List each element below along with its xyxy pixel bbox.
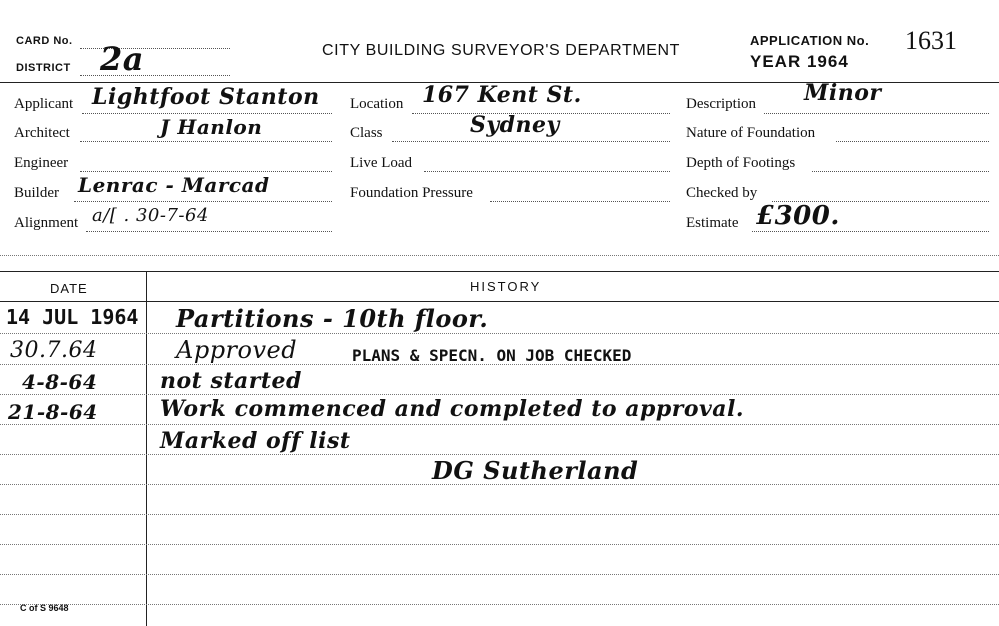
applicant-label: Applicant [14, 96, 74, 112]
signature: DG Sutherland [432, 456, 639, 485]
depth-of-footings-line [812, 171, 989, 172]
approval-stamp: PLANS & SPECN. ON JOB CHECKED [352, 346, 632, 365]
district-value: 2a [100, 40, 144, 78]
engineer-line [80, 171, 332, 172]
row-history: not started [160, 368, 302, 394]
card-no-label: CARD No. [16, 35, 73, 47]
section-rule [0, 255, 999, 256]
ruled-line [0, 514, 999, 515]
form-code: C of S 9648 [20, 603, 69, 613]
ruled-line [0, 574, 999, 575]
history-header: HISTORY [470, 279, 542, 294]
row-history: Partitions - 10th floor. [176, 304, 489, 333]
architect-label: Architect [14, 125, 70, 141]
table-top-border [0, 271, 999, 272]
architect-value: J Hanlon [160, 115, 263, 139]
class-label: Class [350, 125, 383, 141]
ruled-line [0, 424, 999, 425]
row-history: Work commenced and completed to approval. [160, 396, 745, 422]
row-history: Marked off list [160, 428, 351, 454]
class-value: Sydney [470, 112, 560, 138]
description-value: Minor [804, 80, 882, 106]
district-label: DISTRICT [16, 62, 71, 74]
application-no-value: 1631 [905, 26, 957, 55]
foundation-pressure-label: Foundation Pressure [350, 185, 473, 201]
row-date: 14 JUL 1964 [6, 305, 139, 329]
description-line [764, 113, 989, 114]
table-column-divider [146, 271, 147, 626]
estimate-line [752, 231, 989, 232]
class-line [392, 141, 670, 142]
checked-by-label: Checked by [686, 185, 758, 201]
ruled-line [0, 454, 999, 455]
applicant-value: Lightfoot Stanton [92, 84, 320, 110]
date-header: DATE [50, 281, 88, 296]
engineer-label: Engineer [14, 155, 69, 171]
alignment-line [86, 231, 332, 232]
alignment-label: Alignment [14, 215, 79, 231]
row-date: 30.7.64 [10, 338, 98, 363]
ruled-line [0, 544, 999, 545]
builder-line [74, 201, 332, 202]
row-history: Approved [176, 336, 298, 364]
ruled-line [0, 394, 999, 395]
depth-of-footings-label: Depth of Footings [686, 155, 796, 171]
nature-of-foundation-line [836, 141, 989, 142]
row-date: 4-8-64 [22, 370, 98, 394]
application-no-label: APPLICATION No. [750, 33, 870, 48]
location-label: Location [350, 96, 404, 112]
ruled-line [0, 604, 999, 605]
builder-label: Builder [14, 185, 59, 201]
foundation-pressure-line [490, 201, 670, 202]
description-label: Description [686, 96, 756, 112]
row-date: 21-8-64 [8, 400, 98, 424]
year-label: YEAR 1964 [750, 52, 849, 71]
location-value: 167 Kent St. [422, 82, 582, 108]
live-load-label: Live Load [350, 155, 413, 171]
estimate-label: Estimate [686, 215, 739, 231]
live-load-line [424, 171, 670, 172]
estimate-value: £300. [756, 201, 840, 231]
table-header-border [0, 301, 999, 302]
nature-of-foundation-label: Nature of Foundation [686, 125, 816, 141]
ruled-line [0, 333, 999, 334]
builder-value: Lenrac - Marcad [78, 173, 270, 197]
department-title: CITY BUILDING SURVEYOR'S DEPARTMENT [322, 42, 681, 59]
alignment-value: a/[ . 30-7-64 [92, 205, 209, 226]
architect-line [80, 141, 332, 142]
applicant-line [82, 113, 332, 114]
